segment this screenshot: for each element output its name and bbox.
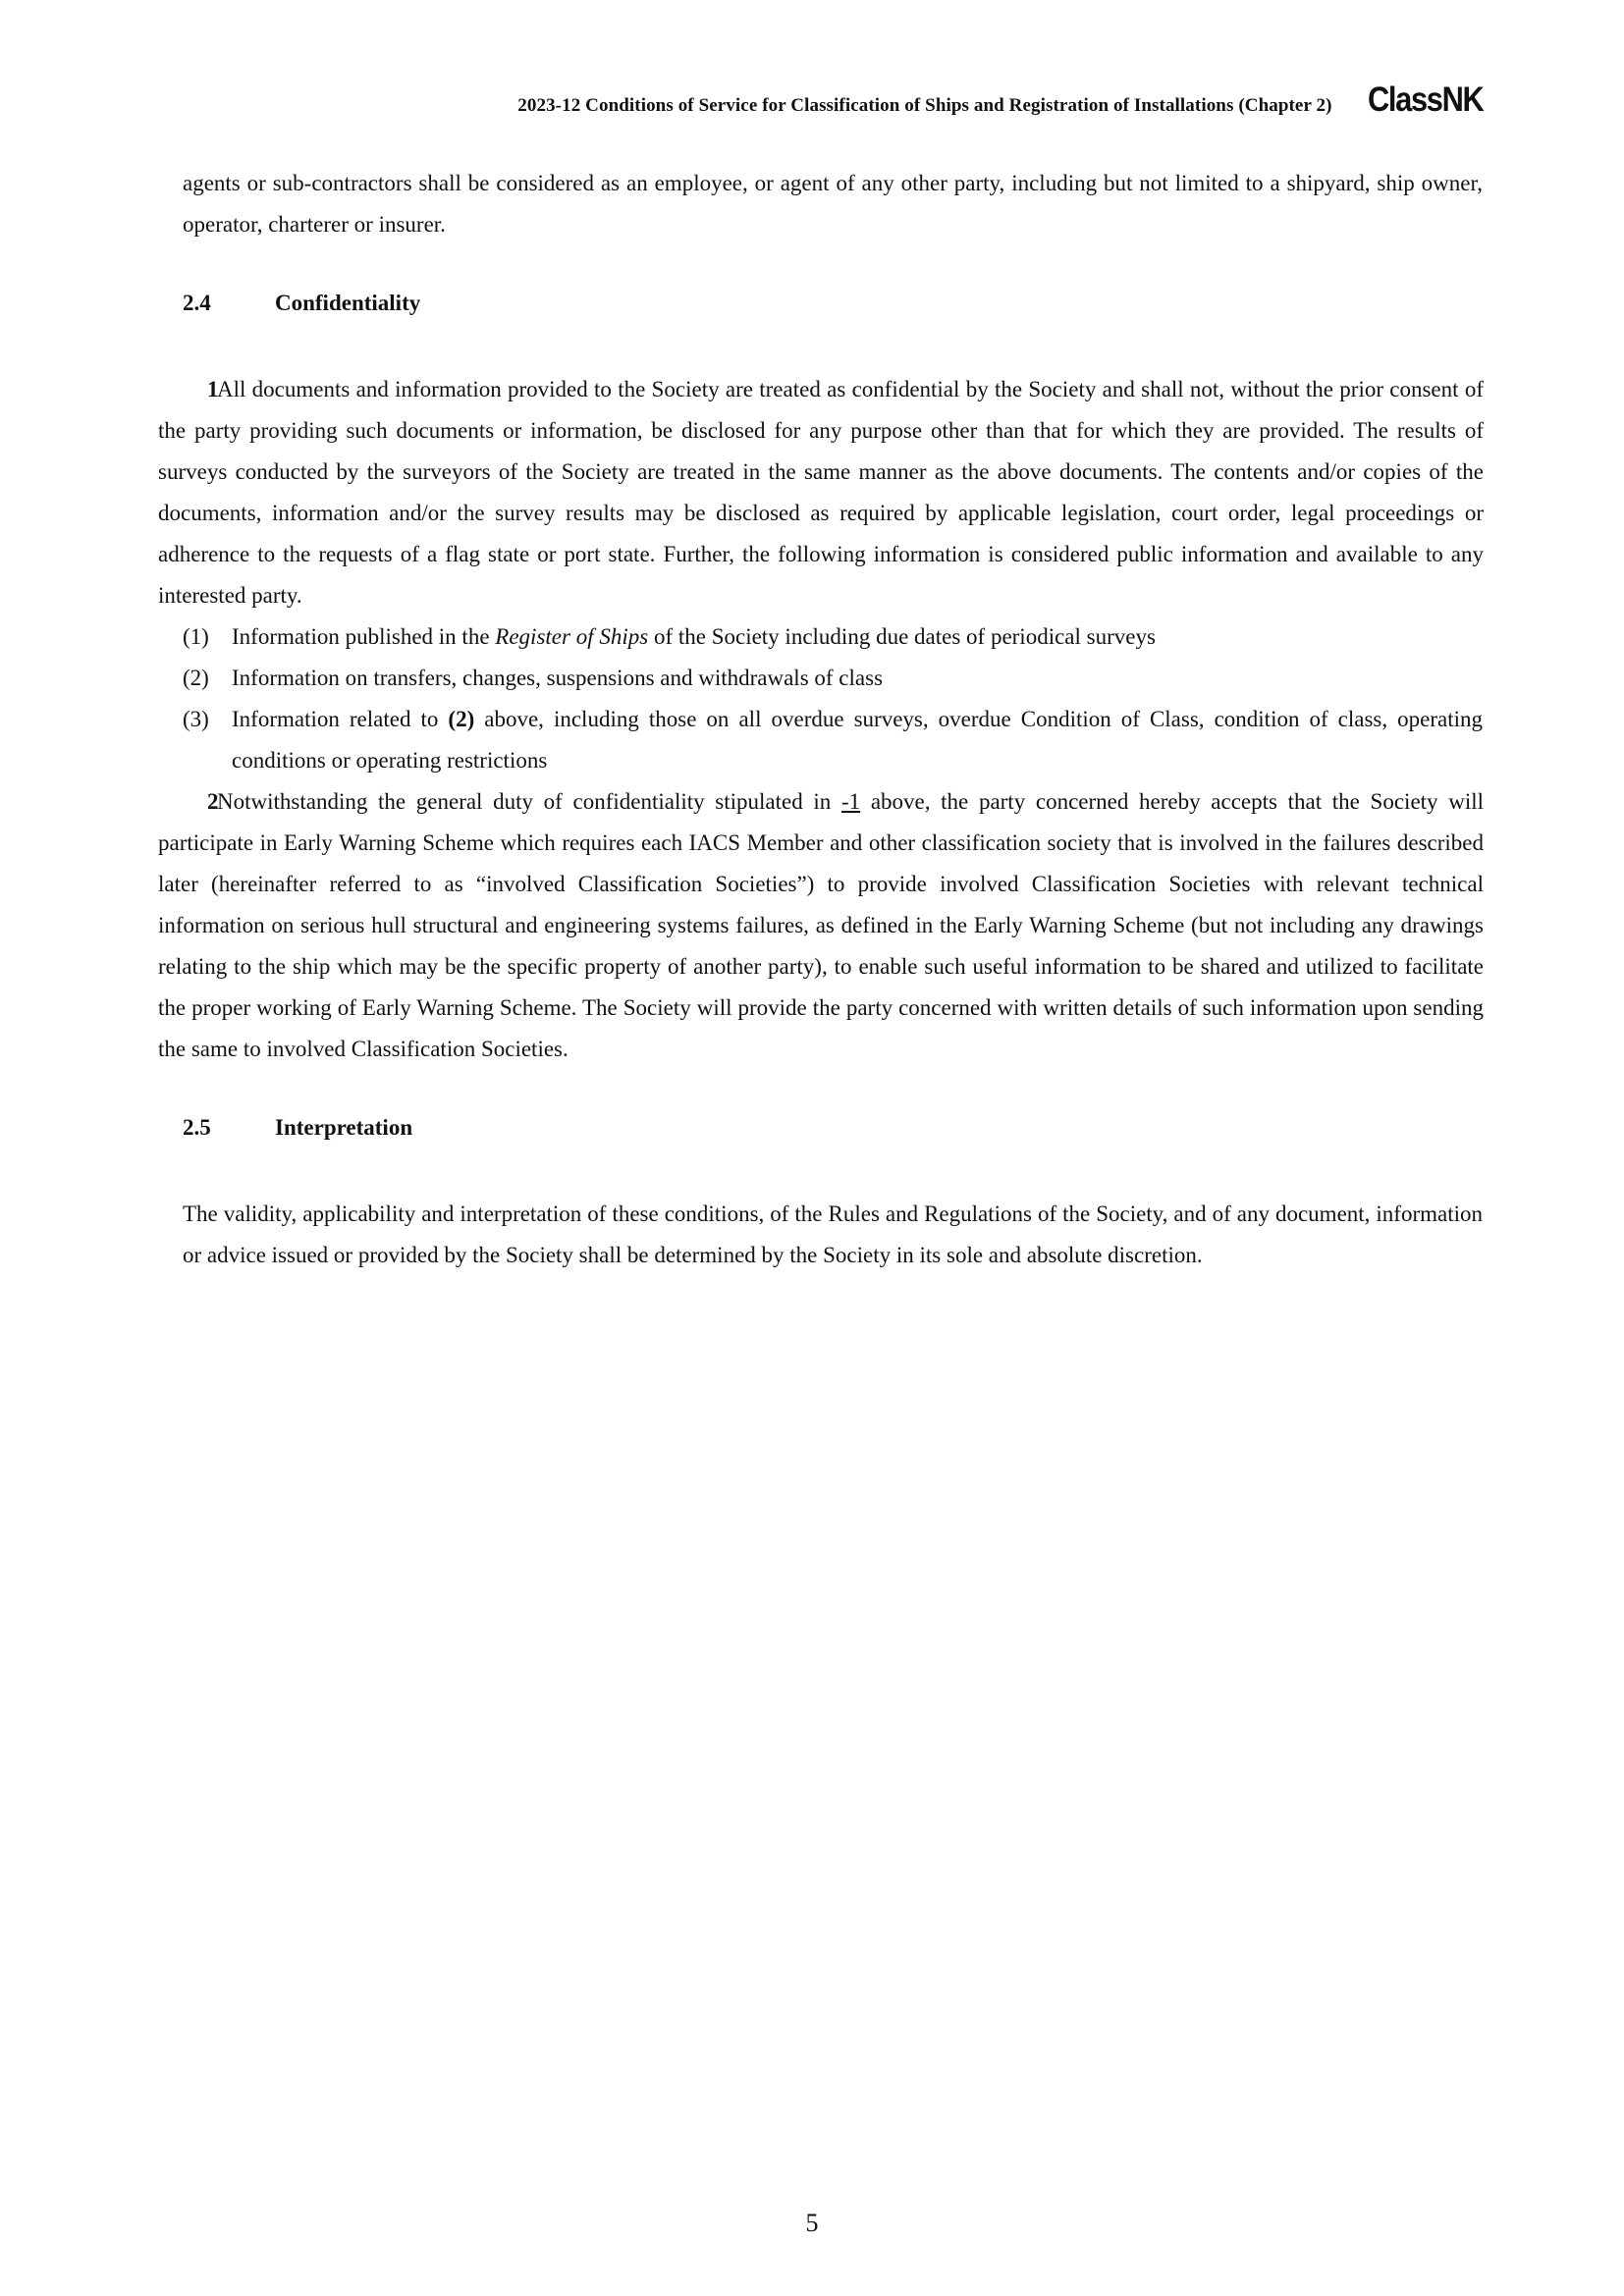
- list-marker: (2): [183, 666, 209, 690]
- list-text: [232, 616, 1483, 658]
- section-number: 2.5: [183, 1115, 211, 1140]
- list-text-part: above, including those on all overdue surveys, overdue Condition of Class, condition of class, operating conditions or operating restrictions: [232, 707, 1484, 773]
- paragraph-reference: -1: [840, 789, 861, 814]
- list-text-part: Information published in the: [232, 624, 496, 649]
- section-heading-2-4: [183, 291, 420, 316]
- paragraph-number: 1: [207, 377, 219, 401]
- list-text-part: Information related to: [232, 707, 449, 731]
- list-marker: (1): [183, 624, 209, 649]
- section-title: Confidentiality: [275, 291, 421, 315]
- list-text: Information on transfers, changes, suspensions and withdrawals of class: [232, 666, 884, 690]
- list-item: [183, 616, 1483, 658]
- carryover-paragraph: agents or sub-contractors shall be considered as an employee, or agent of any other party, including but not limited to a shipyard, ship owner, operator, charterer or insurer.: [183, 171, 1483, 237]
- paragraph-2-4-2: [158, 781, 1484, 1070]
- paragraph-number: 2: [207, 789, 219, 814]
- header-title: 2023-12 Conditions of Service for Classification of Ships and Registration of Installations (Chapter 2): [517, 95, 1332, 116]
- paragraph-text-part: Notwithstanding the general duty of confidentiality stipulated in: [217, 789, 841, 814]
- paragraph-2-5: The validity, applicability and interpretation of these conditions, of the Rules and Regulations of the Society, and of any document, information or advice issued or provided by the Society shall be determined by the Society in its sole and absolute discretion.: [183, 1201, 1483, 1267]
- section-heading-2-5: [183, 1115, 412, 1141]
- paragraph-text-part: above, the party concerned hereby accepts that the Society will participate in Early Warning Scheme which requires each IACS Member and other classification society that is involved in the failures described later (hereinafter referred to as “involved Classification Societies”) to provide involved Classification Societies with relevant technical information on serious hull structural and engineering systems failures, as defined in the Early Warning Scheme (but not including any drawings relating to the ship which may be the specific property of another party), to enable such useful information to be shared and utilized to facilitate the proper working of Early Warning Scheme. The Society will provide the party concerned with written details of such information upon sending the same to involved Classification Societies.: [158, 789, 1484, 1061]
- list-item: [183, 658, 1483, 699]
- item-reference: (2): [448, 707, 475, 731]
- paragraph-2-4-1: [158, 369, 1484, 616]
- list-marker: (3): [183, 707, 209, 731]
- section-title: Interpretation: [275, 1115, 413, 1140]
- paragraph-text: All documents and information provided to the Society are treated as confidential by the Society and shall not, without the prior consent of the party providing such documents or information, be disclosed for any purpose other than that for which they are provided. The results of surveys conducted by the surveyors of the Society are treated in the same manner as the above documents. The contents and/or copies of the documents, information and/or the survey results may be disclosed as required by applicable legislation, court order, legal proceedings or adherence to the requests of a flag state or port state. Further, the following information is considered public information and available to any interested party.: [158, 377, 1484, 608]
- section-number: 2.4: [183, 291, 211, 315]
- classnk-logo: ClassNK: [1367, 80, 1483, 119]
- page-header: [196, 80, 1483, 120]
- register-of-ships-title: Register of Ships: [495, 624, 649, 649]
- list-item: [183, 699, 1483, 781]
- list-text-part: of the Society including due dates of periodical surveys: [648, 624, 1156, 649]
- page-number: 5: [805, 2209, 819, 2237]
- list-text: [232, 699, 1483, 781]
